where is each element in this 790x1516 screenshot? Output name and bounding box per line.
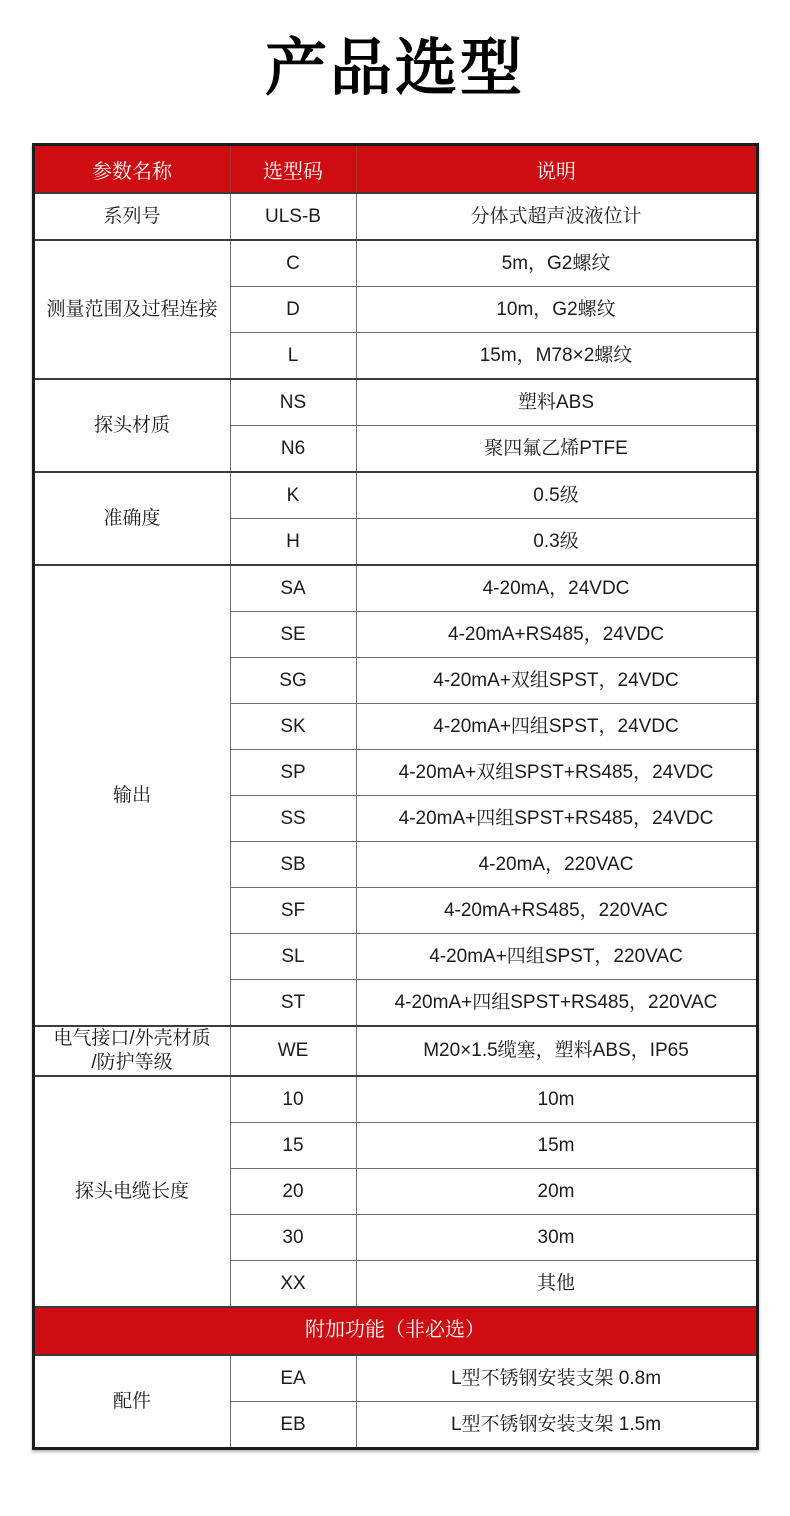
table-row bbox=[33, 193, 757, 240]
selection-code-cell: N6 bbox=[230, 426, 356, 473]
selection-code-cell: SE bbox=[230, 612, 356, 658]
table-row bbox=[33, 472, 757, 519]
table-row bbox=[33, 379, 757, 426]
description-cell: 4-20mA+四组SPST+RS485，220VAC bbox=[356, 980, 757, 1027]
table-row bbox=[33, 240, 757, 287]
selection-code-cell: EA bbox=[230, 1355, 356, 1402]
selection-code-cell: SB bbox=[230, 842, 356, 888]
description-cell: 0.3级 bbox=[356, 519, 757, 566]
selection-code-cell: D bbox=[230, 287, 356, 333]
page-title: 产品选型 bbox=[264, 34, 525, 103]
selection-code-cell: L bbox=[230, 333, 356, 380]
description-cell: 0.5级 bbox=[356, 472, 757, 519]
table-header bbox=[33, 145, 757, 194]
selection-code-cell: ULS-B bbox=[230, 193, 356, 240]
selection-code-cell: C bbox=[230, 240, 356, 287]
parameter-name-cell bbox=[33, 1355, 230, 1449]
table-header-row bbox=[33, 145, 757, 194]
description-cell: 20m bbox=[356, 1168, 757, 1214]
column-header-parameter-name: 参数名称 bbox=[33, 145, 230, 194]
description-cell: 4-20mA+RS485，24VDC bbox=[356, 612, 757, 658]
selection-code-cell: SP bbox=[230, 750, 356, 796]
description-cell: 4-20mA，220VAC bbox=[356, 842, 757, 888]
description-cell: M20×1.5缆塞，塑料ABS，IP65 bbox=[356, 1026, 757, 1076]
parameter-name-line: 系列号 bbox=[103, 206, 161, 228]
selection-code-cell: ST bbox=[230, 980, 356, 1027]
description-cell: 4-20mA+双组SPST，24VDC bbox=[356, 658, 757, 704]
selection-code-cell: NS bbox=[230, 379, 356, 426]
selection-code-cell: K bbox=[230, 472, 356, 519]
parameter-name-cell bbox=[33, 379, 230, 472]
parameter-name-cell bbox=[33, 1076, 230, 1307]
product-selection-table bbox=[32, 143, 759, 1450]
description-cell: 4-20mA+四组SPST，220VAC bbox=[356, 934, 757, 980]
parameter-name-line: 测量范围及过程连接 bbox=[46, 299, 218, 321]
column-header-selection-code: 选型码 bbox=[230, 145, 356, 194]
parameter-name-line: 探头电缆长度 bbox=[74, 1180, 189, 1202]
parameter-name-cell bbox=[33, 193, 230, 240]
description-cell: 15m，M78×2螺纹 bbox=[356, 333, 757, 380]
column-header-description: 说明 bbox=[356, 145, 757, 194]
table-row bbox=[33, 565, 757, 612]
parameter-name-cell bbox=[33, 472, 230, 565]
parameter-name-line: 探头材质 bbox=[93, 415, 170, 437]
description-cell: 4-20mA+四组SPST+RS485，24VDC bbox=[356, 796, 757, 842]
selection-code-cell: 10 bbox=[230, 1076, 356, 1123]
table-row bbox=[33, 1076, 757, 1123]
description-cell: 5m，G2螺纹 bbox=[356, 240, 757, 287]
selection-code-cell: XX bbox=[230, 1260, 356, 1307]
selection-code-cell: SS bbox=[230, 796, 356, 842]
selection-code-cell: EB bbox=[230, 1401, 356, 1448]
extra-functions-banner: 附加功能（非必选） bbox=[33, 1307, 757, 1355]
description-cell: 10m，G2螺纹 bbox=[356, 287, 757, 333]
parameter-name-line: /防护等级 bbox=[91, 1052, 173, 1074]
selection-code-cell: SA bbox=[230, 565, 356, 612]
description-cell: L型不锈钢安装支架 1.5m bbox=[356, 1401, 757, 1448]
description-cell: 4-20mA+RS485，220VAC bbox=[356, 888, 757, 934]
description-cell: 30m bbox=[356, 1214, 757, 1260]
selection-code-cell: SF bbox=[230, 888, 356, 934]
parameter-name-line: 输出 bbox=[112, 785, 151, 807]
selection-code-cell: WE bbox=[230, 1026, 356, 1076]
table-body bbox=[33, 193, 757, 1448]
parameter-name-cell bbox=[33, 565, 230, 1026]
selection-code-cell: SL bbox=[230, 934, 356, 980]
selection-code-cell: 15 bbox=[230, 1122, 356, 1168]
parameter-name-cell bbox=[33, 1026, 230, 1076]
description-cell: 聚四氟乙烯PTFE bbox=[356, 426, 757, 473]
parameter-name-line: 配件 bbox=[112, 1390, 151, 1412]
description-cell: 分体式超声波液位计 bbox=[356, 193, 757, 240]
parameter-name-line: 电气接口/外壳材质 bbox=[53, 1028, 211, 1050]
parameter-name-line: 准确度 bbox=[103, 508, 161, 530]
description-cell: 4-20mA，24VDC bbox=[356, 565, 757, 612]
selection-code-cell: SG bbox=[230, 658, 356, 704]
selection-code-cell: SK bbox=[230, 704, 356, 750]
description-cell: 10m bbox=[356, 1076, 757, 1123]
table-row bbox=[33, 1026, 757, 1076]
extra-functions-banner-row bbox=[33, 1307, 757, 1355]
description-cell: 其他 bbox=[356, 1260, 757, 1307]
description-cell: L型不锈钢安装支架 0.8m bbox=[356, 1355, 757, 1402]
description-cell: 15m bbox=[356, 1122, 757, 1168]
description-cell: 4-20mA+四组SPST，24VDC bbox=[356, 704, 757, 750]
description-cell: 塑料ABS bbox=[356, 379, 757, 426]
description-cell: 4-20mA+双组SPST+RS485，24VDC bbox=[356, 750, 757, 796]
selection-code-cell: 20 bbox=[230, 1168, 356, 1214]
selection-code-cell: H bbox=[230, 519, 356, 566]
parameter-name-cell bbox=[33, 240, 230, 379]
table-row bbox=[33, 1355, 757, 1402]
selection-code-cell: 30 bbox=[230, 1214, 356, 1260]
